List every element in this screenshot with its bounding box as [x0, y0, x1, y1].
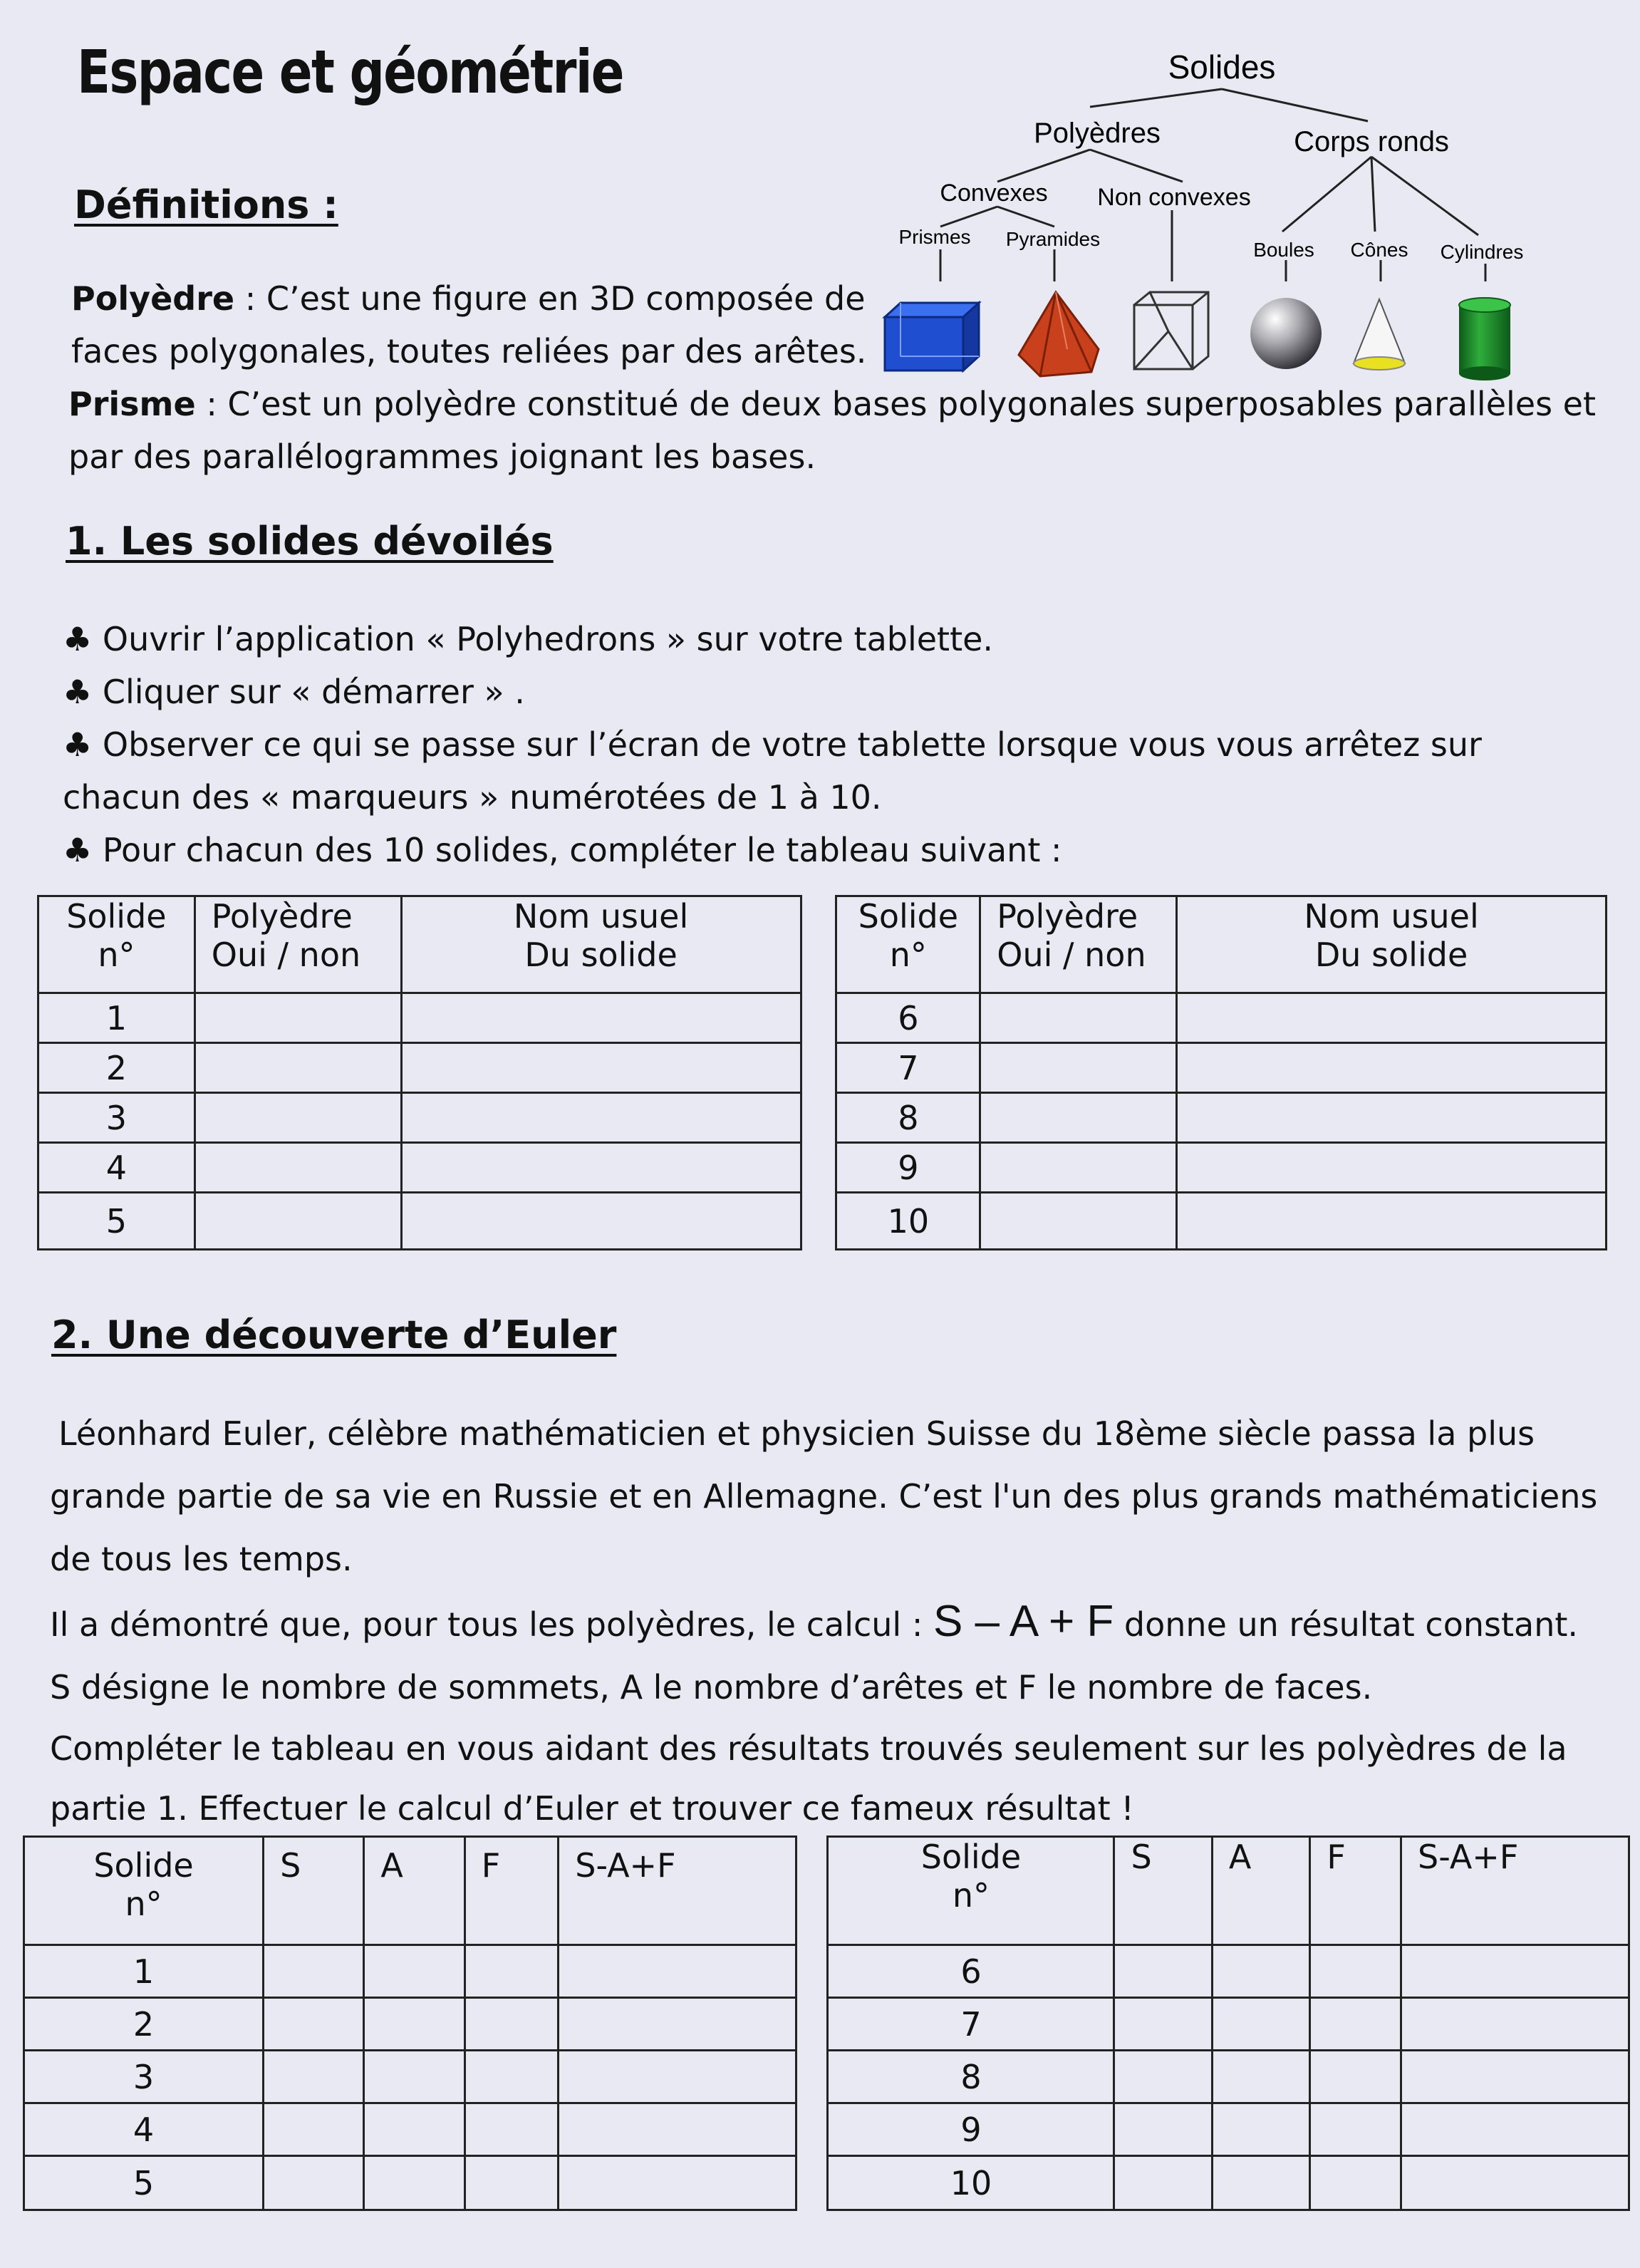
- answer-cell[interactable]: [980, 1093, 1177, 1143]
- row-number: 8: [828, 2051, 1114, 2103]
- answer-cell[interactable]: [401, 1143, 801, 1193]
- answer-cell[interactable]: [1212, 1945, 1310, 1998]
- prisme-text-2: par des parallélogrammes joignant les bases.: [68, 437, 816, 476]
- table-row: [38, 1093, 1607, 1143]
- answer-cell[interactable]: [465, 2051, 559, 2103]
- answer-cell[interactable]: [401, 1193, 801, 1250]
- header-euler: S-A+F: [559, 1837, 796, 1945]
- club-icon: ♣: [63, 725, 103, 764]
- answer-cell[interactable]: [1177, 1193, 1607, 1250]
- header-nom-usuel: Nom usuel Du solide: [401, 896, 801, 993]
- definition-sa-f: S désigne le nombre de sommets, A le nombre d’arêtes et F le nombre de faces.: [50, 1668, 1373, 1707]
- tree-root-label: Solides: [1168, 48, 1276, 86]
- answer-cell[interactable]: [364, 1998, 465, 2051]
- header-solide-right: Solide n°: [828, 1837, 1114, 1945]
- answer-cell[interactable]: [559, 1998, 796, 2051]
- header-solide: Solide n°: [38, 896, 195, 993]
- answer-cell[interactable]: [364, 2051, 465, 2103]
- answer-cell[interactable]: [1310, 2156, 1401, 2210]
- answer-cell[interactable]: [401, 1043, 801, 1093]
- answer-cell[interactable]: [401, 993, 801, 1043]
- table-row: [38, 1143, 1607, 1193]
- row-number: 6: [836, 993, 980, 1043]
- section2-text: [50, 1402, 1617, 1838]
- header-a-right: A: [1212, 1837, 1310, 1945]
- row-number: 10: [836, 1193, 980, 1250]
- polyedre-text-1: : C’est une figure en 3D composée de: [244, 279, 866, 318]
- tree-polyedres-label: Polyèdres: [1034, 118, 1161, 149]
- answer-cell[interactable]: [1177, 1093, 1607, 1143]
- header-polyedre: Polyèdre Oui / non: [194, 896, 401, 993]
- row-number: 9: [828, 2103, 1114, 2156]
- answer-cell[interactable]: [264, 2051, 364, 2103]
- header-polyedre-right: Polyèdre Oui / non: [980, 896, 1177, 993]
- header-euler-right: S-A+F: [1401, 1837, 1629, 1945]
- row-number: 6: [828, 1945, 1114, 1998]
- euler-line-1: Léonhard Euler, célèbre mathématicien et physicien Suisse du 18ème siècle passa la plus: [58, 1414, 1535, 1453]
- row-number: 8: [836, 1093, 980, 1143]
- row-number: 4: [24, 2103, 264, 2156]
- tree-corps-ronds-label: Corps ronds: [1294, 126, 1449, 157]
- header-s: S: [264, 1837, 364, 1945]
- definition-polyedre: [71, 272, 869, 378]
- answer-cell[interactable]: [1177, 1143, 1607, 1193]
- euler-table: [23, 1835, 1630, 2211]
- answer-cell[interactable]: [1212, 2156, 1310, 2210]
- header-s-right: S: [1114, 1837, 1212, 1945]
- answer-cell[interactable]: [1177, 1043, 1607, 1093]
- answer-cell[interactable]: [1212, 2051, 1310, 2103]
- answer-cell[interactable]: [194, 993, 401, 1043]
- answer-cell[interactable]: [1401, 2103, 1629, 2156]
- formula-outro: donne un résultat constant.: [1123, 1605, 1579, 1644]
- definition-prisme: [68, 378, 1621, 483]
- header-solide-right: Solide n°: [836, 896, 980, 993]
- table-header-row: [24, 1837, 1629, 1945]
- club-icon: ♣: [63, 620, 103, 658]
- club-icon: ♣: [63, 673, 103, 711]
- row-number: 7: [828, 1998, 1114, 2051]
- tree-convexes-label: Convexes: [940, 180, 1048, 207]
- answer-cell[interactable]: [1212, 1998, 1310, 2051]
- solids-classification-tree: [869, 36, 1582, 392]
- formula-intro: Il a démontré que, pour tous les polyèdres, le calcul :: [50, 1605, 923, 1644]
- bullet-3-continued: chacun des « marqueurs » numérotées de 1 à 10.: [63, 778, 882, 817]
- tree-boules-label: Boules: [1253, 239, 1314, 261]
- table-row: [24, 1998, 1629, 2051]
- row-number: 7: [836, 1043, 980, 1093]
- task-line-2: partie 1. Effectuer le calcul d’Euler et trouver ce fameux résultat !: [50, 1789, 1134, 1828]
- table-row: [24, 2156, 1629, 2210]
- answer-cell[interactable]: [1310, 2103, 1401, 2156]
- table-row: [24, 2051, 1629, 2103]
- bullet-3: Observer ce qui se passe sur l’écran de votre tablette lorsque vous vous arrêtez sur: [102, 725, 1482, 764]
- answer-cell[interactable]: [1401, 2051, 1629, 2103]
- prism-icon: [885, 303, 979, 371]
- answer-cell[interactable]: [1212, 2103, 1310, 2156]
- non-convex-polyhedron-icon: [1134, 292, 1208, 369]
- polyedre-term: Polyèdre: [71, 279, 235, 318]
- answer-cell[interactable]: [1177, 993, 1607, 1043]
- answer-cell[interactable]: [264, 2156, 364, 2210]
- tree-cylindres-label: Cylindres: [1440, 241, 1524, 263]
- euler-formula: S – A + F: [933, 1597, 1114, 1646]
- section2-heading: 2. Une découverte d’Euler: [51, 1312, 617, 1357]
- answer-cell[interactable]: [194, 1143, 401, 1193]
- row-number: 9: [836, 1143, 980, 1193]
- answer-cell[interactable]: [364, 1945, 465, 1998]
- definitions-heading: Définitions :: [74, 182, 338, 227]
- answer-cell[interactable]: [264, 1945, 364, 1998]
- answer-cell[interactable]: [1114, 1945, 1212, 1998]
- club-icon: ♣: [63, 831, 103, 869]
- header-f-right: F: [1310, 1837, 1401, 1945]
- answer-cell[interactable]: [559, 2051, 796, 2103]
- prisme-text-1: : C’est un polyèdre constitué de deux bases polygonales superposables parallèles et: [206, 385, 1596, 423]
- row-number: 1: [38, 993, 195, 1043]
- answer-cell[interactable]: [194, 1043, 401, 1093]
- table-row: [38, 1193, 1607, 1250]
- answer-cell[interactable]: [1114, 2103, 1212, 2156]
- pyramid-icon: [1019, 292, 1099, 376]
- table-row: [24, 1945, 1629, 1998]
- answer-cell[interactable]: [1310, 1998, 1401, 2051]
- answer-cell[interactable]: [980, 1043, 1177, 1093]
- row-number: 2: [38, 1043, 195, 1093]
- answer-cell[interactable]: [980, 1193, 1177, 1250]
- section1-instructions: [63, 613, 1616, 876]
- polyedre-text-2: faces polygonales, toutes reliées par des arêtes.: [71, 332, 867, 371]
- row-number: 5: [24, 2156, 264, 2210]
- answer-cell[interactable]: [364, 2156, 465, 2210]
- answer-cell[interactable]: [559, 2156, 796, 2210]
- answer-cell[interactable]: [1310, 2051, 1401, 2103]
- row-number: 4: [38, 1143, 195, 1193]
- row-number: 10: [828, 2156, 1114, 2210]
- answer-cell[interactable]: [1114, 2156, 1212, 2210]
- answer-cell[interactable]: [465, 2103, 559, 2156]
- answer-cell[interactable]: [465, 2156, 559, 2210]
- page-title: Espace et géométrie: [77, 37, 623, 107]
- answer-cell[interactable]: [401, 1093, 801, 1143]
- header-solide: Solide n°: [24, 1837, 264, 1945]
- answer-cell[interactable]: [465, 1945, 559, 1998]
- cone-icon: [1354, 299, 1405, 370]
- answer-cell[interactable]: [264, 1998, 364, 2051]
- table-row: [24, 2103, 1629, 2156]
- tree-pyramides-label: Pyramides: [1005, 228, 1101, 250]
- answer-cell[interactable]: [1114, 2051, 1212, 2103]
- row-number: 3: [38, 1093, 195, 1143]
- row-number: 2: [24, 1998, 264, 2051]
- header-nom-usuel-right: Nom usuel Du solide: [1177, 896, 1607, 993]
- prisme-term: Prisme: [68, 385, 196, 423]
- answer-cell[interactable]: [194, 1093, 401, 1143]
- answer-cell[interactable]: [364, 2103, 465, 2156]
- answer-cell[interactable]: [1401, 1945, 1629, 1998]
- table-header-row: [38, 896, 1607, 993]
- bullet-2: Cliquer sur « démarrer » .: [102, 673, 525, 711]
- table-row: [38, 1043, 1607, 1093]
- row-number: 1: [24, 1945, 264, 1998]
- answer-cell[interactable]: [980, 993, 1177, 1043]
- header-a: A: [364, 1837, 465, 1945]
- row-number: 3: [24, 2051, 264, 2103]
- table-row: [38, 993, 1607, 1043]
- euler-line-2: grande partie de sa vie en Russie et en Allemagne. C’est l'un des plus grands mathématiciens: [50, 1477, 1598, 1516]
- header-f: F: [465, 1837, 559, 1945]
- task-line-1: Compléter le tableau en vous aidant des résultats trouvés seulement sur les polyèdres de la: [50, 1729, 1567, 1768]
- tree-cones-label: Cônes: [1350, 239, 1408, 261]
- row-number: 5: [38, 1193, 195, 1250]
- answer-cell[interactable]: [465, 1998, 559, 2051]
- answer-cell[interactable]: [264, 2103, 364, 2156]
- answer-cell[interactable]: [1401, 1998, 1629, 2051]
- bullet-4: Pour chacun des 10 solides, compléter le tableau suivant :: [102, 831, 1062, 869]
- tree-prismes-label: Prismes: [898, 226, 971, 248]
- sphere-icon: [1250, 298, 1322, 369]
- answer-cell[interactable]: [194, 1193, 401, 1250]
- tree-non-convexes-label: Non convexes: [1097, 184, 1251, 211]
- answer-cell[interactable]: [559, 2103, 796, 2156]
- cylinder-icon: [1459, 298, 1510, 380]
- section1-heading: 1. Les solides dévoilés: [66, 519, 554, 564]
- answer-cell[interactable]: [559, 1945, 796, 1998]
- bullet-1: Ouvrir l’application « Polyhedrons » sur votre tablette.: [102, 620, 994, 658]
- answer-cell[interactable]: [1401, 2156, 1629, 2210]
- answer-cell[interactable]: [1310, 1945, 1401, 1998]
- euler-line-3: de tous les temps.: [50, 1540, 353, 1578]
- answer-cell[interactable]: [1114, 1998, 1212, 2051]
- solids-table: [37, 895, 1607, 1250]
- answer-cell[interactable]: [980, 1143, 1177, 1193]
